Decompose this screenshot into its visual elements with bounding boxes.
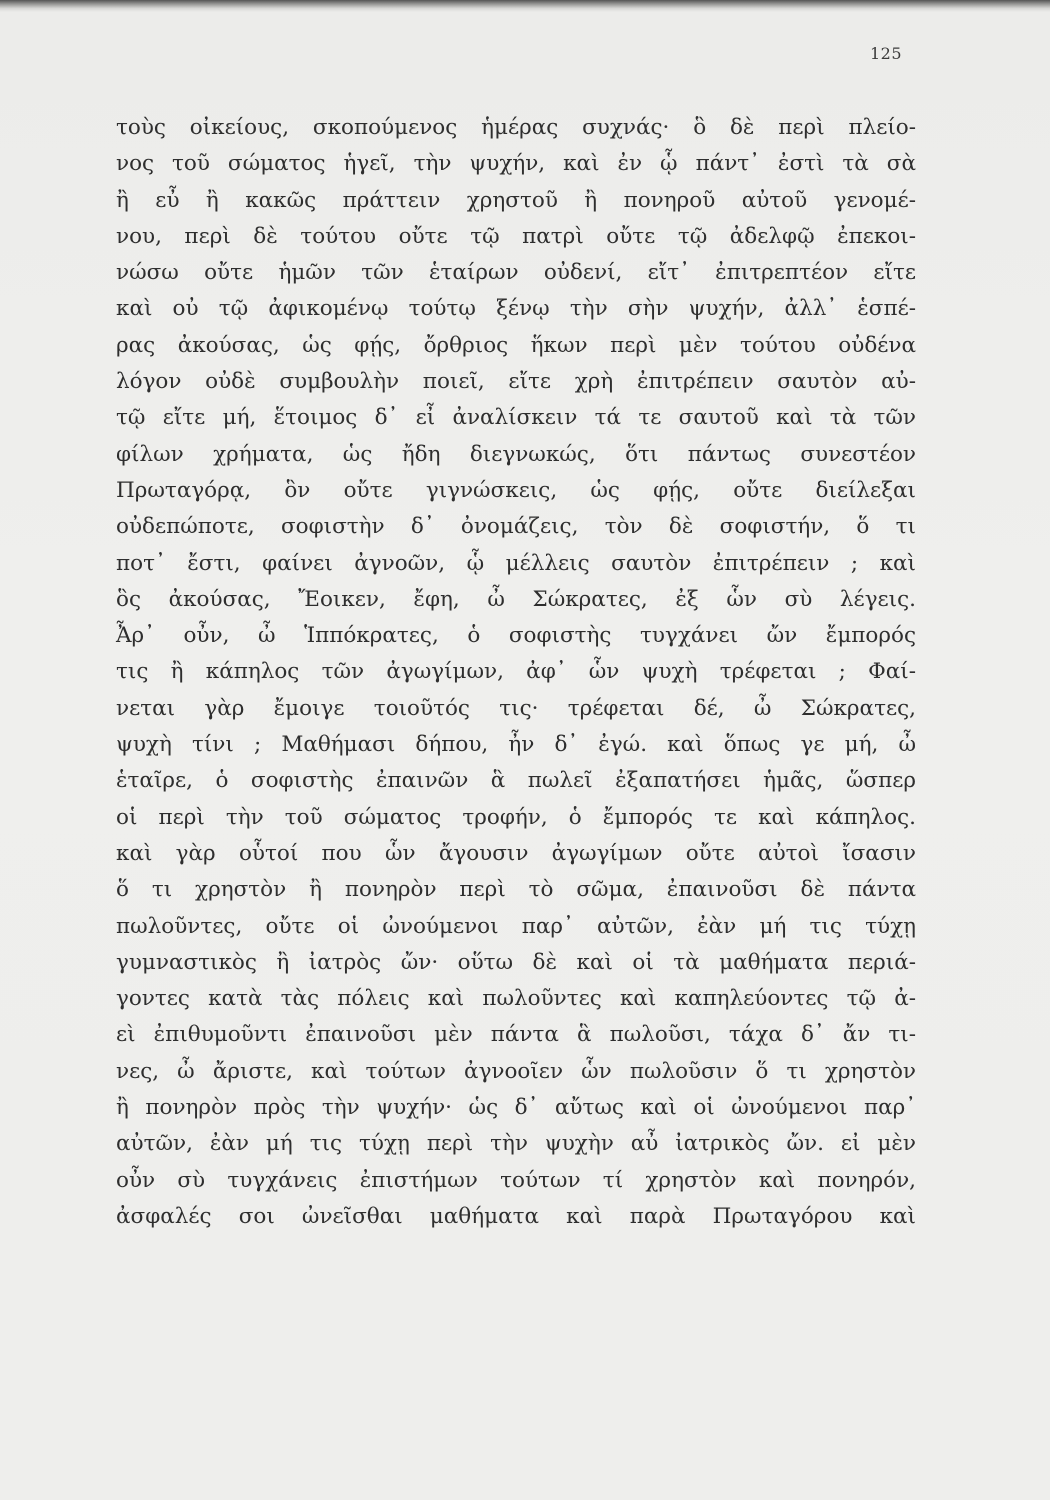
text-line: νες, ὦ ἄριστε, καὶ τούτων ἀγνοοῖεν ὧν πωλοῦσιν ὅ τι χρηστὸν — [116, 1058, 916, 1084]
greek-text-body — [116, 110, 916, 1235]
text-line: πωλοῦντες, οὔτε οἱ ὠνούμενοι παρ᾽ αὐτῶν, ἐὰν μή τις τύχῃ — [116, 913, 916, 939]
text-line: νεται γὰρ ἔμοιγε τοιοῦτός τις· τρέφεται δέ, ὦ Σώκρατες, — [116, 695, 916, 721]
text-line: ποτ᾽ ἔστι, φαίνει ἀγνοῶν, ᾧ μέλλεις σαυτὸν ἐπιτρέπειν ; καὶ — [116, 550, 916, 576]
text-line: οὐδεπώποτε, σοφιστὴν δ᾽ ὀνομάζεις, τὸν δὲ σοφιστήν, ὅ τι — [116, 514, 916, 540]
text-line: ὃς ἀκούσας, Ἔοικεν, ἔφη, ὦ Σώκρατες, ἐξ ὧν σὺ λέγεις. — [116, 586, 916, 612]
text-line: ἢ εὖ ἢ κακῶς πράττειν χρηστοῦ ἢ πονηροῦ αὐτοῦ γενομέ- — [116, 187, 916, 213]
text-line: ἢ πονηρὸν πρὸς τὴν ψυχήν· ὡς δ᾽ αὔτως καὶ οἱ ὠνούμενοι παρ᾽ — [116, 1095, 916, 1121]
text-line: τις ἢ κάπηλος τῶν ἀγωγίμων, ἀφ᾽ ὧν ψυχὴ τρέφεται ; Φαί- — [116, 659, 916, 685]
text-line: αὐτῶν, ἐὰν μή τις τύχῃ περὶ τὴν ψυχὴν αὖ ἰατρικὸς ὤν. εἰ μὲν — [116, 1131, 916, 1157]
text-line: ἀσφαλές σοι ὠνεῖσθαι μαθήματα καὶ παρὰ Πρωταγόρου καὶ — [116, 1203, 916, 1229]
text-line: Ἆρ᾽ οὖν, ὦ Ἱππόκρατες, ὁ σοφιστὴς τυγχάνει ὤν ἔμπορός — [116, 623, 916, 649]
text-line: καὶ οὐ τῷ ἀφικομένῳ τούτῳ ξένῳ τὴν σὴν ψυχήν, ἀλλ᾽ ἑσπέ- — [116, 296, 916, 322]
text-line: γοντες κατὰ τὰς πόλεις καὶ πωλοῦντες καὶ καπηλεύοντες τῷ ἀ- — [116, 986, 916, 1012]
text-line: οὖν σὺ τυγχάνεις ἐπιστήμων τούτων τί χρηστὸν καὶ πονηρόν, — [116, 1167, 916, 1193]
scan-top-edge — [0, 0, 1050, 12]
text-line: ρας ἀκούσας, ὡς φῄς, ὄρθριος ἥκων περὶ μὲν τούτου οὐδένα — [116, 332, 916, 358]
text-line: λόγον οὐδὲ συμβουλὴν ποιεῖ, εἴτε χρὴ ἐπιτρέπειν σαυτὸν αὐ- — [116, 369, 916, 395]
text-line: καὶ γὰρ οὗτοί που ὧν ἄγουσιν ἀγωγίμων οὔτε αὐτοὶ ἴσασιν — [116, 840, 916, 866]
text-line: φίλων χρήματα, ὡς ἤδη διεγνωκώς, ὅτι πάντως συνεστέον — [116, 441, 916, 467]
text-line: ἑταῖρε, ὁ σοφιστὴς ἐπαινῶν ἃ πωλεῖ ἐξαπατήσει ἡμᾶς, ὥσπερ — [116, 768, 916, 794]
text-line: οἱ περὶ τὴν τοῦ σώματος τροφήν, ὁ ἔμπορός τε καὶ κάπηλος. — [116, 804, 916, 830]
page-number: 125 — [869, 44, 902, 63]
text-line: νος τοῦ σώματος ἡγεῖ, τὴν ψυχήν, καὶ ἐν ᾧ πάντ᾽ ἐστὶ τὰ σὰ — [116, 151, 916, 177]
text-line: Πρωταγόρᾳ, ὃν οὔτε γιγνώσκεις, ὡς φῄς, οὔτε διείλεξαι — [116, 477, 916, 503]
text-line: τῷ εἴτε μή, ἕτοιμος δ᾽ εἶ ἀναλίσκειν τά τε σαυτοῦ καὶ τὰ τῶν — [116, 405, 916, 431]
text-line: νώσω οὔτε ἡμῶν τῶν ἑταίρων οὐδενί, εἴτ᾽ ἐπιτρεπτέον εἴτε — [116, 260, 916, 286]
text-line: τοὺς οἰκείους, σκοπούμενος ἡμέρας συχνάς· ὃ δὲ περὶ πλείο- — [116, 115, 916, 140]
text-line: ψυχὴ τίνι ; Μαθήμασι δήπου, ἦν δ᾽ ἐγώ. καὶ ὅπως γε μή, ὦ — [116, 732, 916, 758]
text-line: εὶ ἐπιθυμοῦντι ἐπαινοῦσι μὲν πάντα ἃ πωλοῦσι, τάχα δ᾽ ἄν τι- — [116, 1022, 916, 1048]
text-line: νου, περὶ δὲ τούτου οὔτε τῷ πατρὶ οὔτε τῷ ἀδελφῷ ἐπεκοι- — [116, 223, 916, 249]
text-line: ὅ τι χρηστὸν ἢ πονηρὸν περὶ τὸ σῶμα, ἐπαινοῦσι δὲ πάντα — [116, 877, 916, 903]
text-line: γυμναστικὸς ἢ ἰατρὸς ὤν· οὕτω δὲ καὶ οἱ τὰ μαθήματα περιά- — [116, 949, 916, 975]
